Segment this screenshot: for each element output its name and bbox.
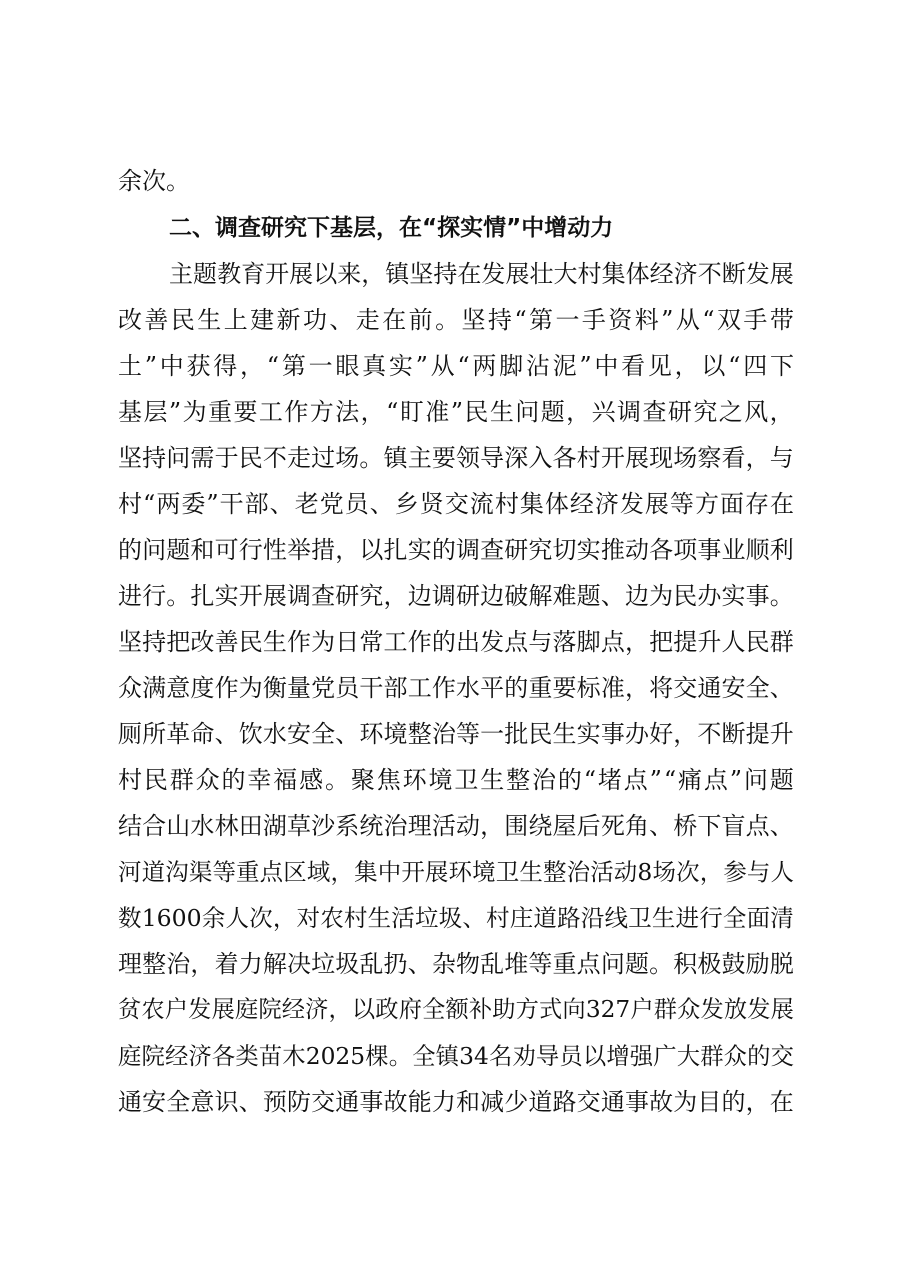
paragraph-line: 土 ” 中 获 得 ， “ 第 一 眼 真 实 ” 从 “ 两 脚 沾 泥 ” 中 看 见 ， 以 “ 四 下 xyxy=(118,352,794,380)
paragraph-line: 众 满 意 度 作 为 衡 量 党 员 干 部 工 作 水 平 的 重 要 标 准 ， 将 交 通 安 全 、 xyxy=(118,674,794,702)
paragraph-line: 的 问 题 和 可 行 性 举 措 ， 以 扎 实 的 调 查 研 究 切 实 推 动 各 项 事 业 顺 利 xyxy=(118,536,794,564)
paragraph-line: 通 安 全 意 识 、 预 防 交 通 事 故 能 力 和 减 少 道 路 交 通 事 故 为 目 的 ， 在 xyxy=(118,1088,794,1116)
paragraph-line: 数 1600 余 人 次 ， 对 农 村 生 活 垃 圾 、 村 庄 道 路 沿 线 卫 生 进 行 全 面 清 xyxy=(118,904,794,932)
paragraph-first-line: 主 题 教 育 开 展 以 来 ， 镇 坚 持 在 发 展 壮 大 村 集 体 经 济 不 断 发 展 xyxy=(169,260,794,288)
paragraph-end-line: 余次。 xyxy=(118,167,190,195)
paragraph-line: 进 行 。 扎 实 开 展 调 查 研 究 ， 边 调 研 边 破 解 难 题 、 边 为 民 办 实 事 。 xyxy=(118,582,794,610)
paragraph-line: 村 “ 两 委 ” 干 部 、 老 党 员 、 乡 贤 交 流 村 集 体 经 济 发 展 等 方 面 存 在 xyxy=(118,490,794,518)
paragraph-line: 村 民 群 众 的 幸 福 感 。 聚 焦 环 境 卫 生 整 治 的 “ 堵 点 ” “ 痛 点 ” 问 题 xyxy=(118,766,794,794)
paragraph-line: 结 合 山 水 林 田 湖 草 沙 系 统 治 理 活 动 ， 围 绕 屋 后 死 角 、 桥 下 盲 点 、 xyxy=(118,812,794,840)
paragraph-line: 坚 持 把 改 善 民 生 作 为 日 常 工 作 的 出 发 点 与 落 脚 点 ， 把 提 升 人 民 群 xyxy=(118,628,794,656)
paragraph-line: 坚 持 问 需 于 民 不 走 过 场 。 镇 主 要 领 导 深 入 各 村 开 展 现 场 察 看 ， 与 xyxy=(118,444,794,472)
paragraph-line: 贫 农 户 发 展 庭 院 经 济 ， 以 政 府 全 额 补 助 方 式 向 327 户 群 众 发 放 发 展 xyxy=(118,996,794,1023)
paragraph-line: 改 善 民 生 上 建 新 功 、 走 在 前 。 坚 持 “ 第 一 手 资 料 ” 从 “ 双 手 带 xyxy=(118,306,794,334)
paragraph-line: 基 层 ” 为 重 要 工 作 方 法 ， “ 盯 准 ” 民 生 问 题 ， 兴 调 查 研 究 之 风 ， xyxy=(118,398,794,426)
section-heading: 二、调查研究下基层，在“探实情”中增动力 xyxy=(169,215,614,241)
paragraph-line: 理 整 治 ， 着 力 解 决 垃 圾 乱 扔 、 杂 物 乱 堆 等 重 点 问 题 。 积 极 鼓 励 脱 xyxy=(118,950,794,978)
paragraph-line: 庭 院 经 济 各 类 苗 木 2025 棵 。 全 镇 34 名 劝 导 员 以 增 强 广 大 群 众 的 交 xyxy=(118,1042,794,1070)
paragraph-line: 厕 所 革 命 、 饮 水 安 全 、 环 境 整 治 等 一 批 民 生 实 事 办 好 ， 不 断 提 升 xyxy=(118,720,794,748)
paragraph-line: 河 道 沟 渠 等 重 点 区 域 ， 集 中 开 展 环 境 卫 生 整 治 活 动 8 场 次 ， 参 与 人 xyxy=(118,858,794,886)
